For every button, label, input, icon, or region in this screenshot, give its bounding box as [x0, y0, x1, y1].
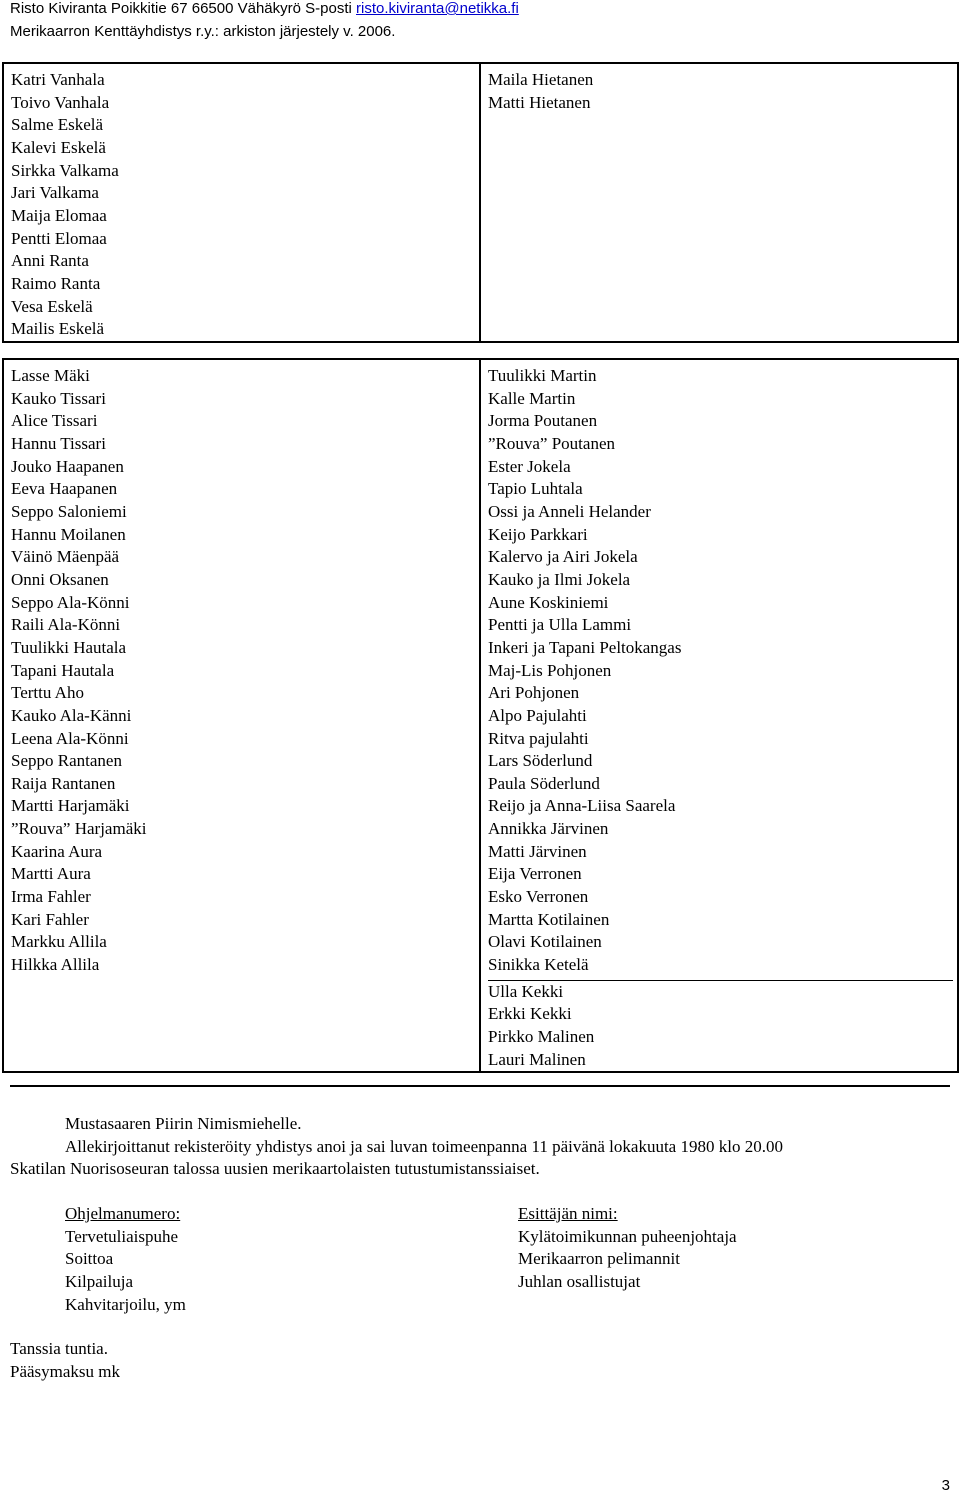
name-entry: Tuulikki Hautala	[11, 637, 127, 657]
name-entry: Keijo Parkkari	[488, 524, 588, 544]
name-entry: Kahvitarjoilu, ym	[65, 1294, 186, 1314]
name-entry: Onni Oksanen	[11, 569, 109, 589]
name-entry: Maila Hietanen	[488, 70, 594, 89]
email-link[interactable]: risto.kiviranta@netikka.fi	[356, 0, 519, 17]
name-entry: Irma Fahler	[11, 887, 91, 907]
name-entry: Raili Ala-Könni	[11, 615, 121, 635]
name-entry: Merikaarron pelimannit	[518, 1249, 680, 1269]
program-items-column	[65, 1203, 186, 1316]
name-entry: Markku Allila	[11, 932, 107, 952]
name-entry: Tapio Luhtala	[488, 479, 583, 499]
performers-column	[518, 1203, 737, 1294]
name-entry: Lars Söderlund	[488, 751, 593, 771]
name-entry: Pentti ja Ulla Lammi	[488, 615, 632, 635]
name-entry: Kylätoimikunnan puheenjohtaja	[518, 1226, 737, 1246]
name-entry: Aune Koskiniemi	[488, 592, 609, 612]
name-entry: Terttu Aho	[11, 683, 84, 703]
name-entry: Annikka Järvinen	[488, 819, 609, 839]
letter-addressee: Mustasaaren Piirin Nimismiehelle.	[65, 1114, 302, 1133]
name-entry: Salme Eskelä	[11, 115, 104, 135]
name-entry: Maija Elomaa	[11, 205, 107, 225]
section-divider	[10, 1085, 950, 1087]
letter-body-line-2: Skatilan Nuorisoseuran talossa uusien merikaartolaisten tutustumistanssiaiset.	[10, 1159, 540, 1178]
name-entry: Matti Järvinen	[488, 841, 587, 861]
names-table-1	[2, 62, 959, 343]
name-entry: Ester Jokela	[488, 456, 571, 476]
name-entry: Tuulikki Martin	[488, 366, 597, 385]
name-entry: Kauko ja Ilmi Jokela	[488, 569, 631, 589]
name-entry: Alice Tissari	[11, 411, 98, 431]
program-items-list	[65, 1226, 186, 1317]
name-entry: Eeva Haapanen	[11, 479, 118, 499]
names-list-t2-left	[11, 365, 473, 977]
name-entry: Ossi ja Anneli Helander	[488, 501, 651, 521]
name-entry: Kalevi Eskelä	[11, 137, 106, 157]
name-entry: Kauko Tissari	[11, 388, 106, 408]
name-entry: Jari Valkama	[11, 183, 99, 203]
name-entry: Seppo Saloniemi	[11, 501, 127, 521]
name-entry: Hilkka Allila	[11, 955, 100, 975]
dance-note: Tanssia tuntia.	[10, 1339, 108, 1358]
name-entry: Kalle Martin	[488, 388, 576, 408]
name-entry: Esko Verronen	[488, 887, 589, 907]
name-entry: Ari Pohjonen	[488, 683, 580, 703]
name-entry: Martta Kotilainen	[488, 909, 610, 929]
name-entry: Sinikka Ketelä	[488, 955, 589, 975]
names-list-t1-left	[11, 69, 473, 341]
name-entry: Raimo Ranta	[11, 273, 101, 293]
header-address-line	[10, 0, 519, 18]
name-entry: Leena Ala-Könni	[11, 728, 129, 748]
performers-heading: Esittäjän nimi:	[518, 1204, 618, 1223]
name-entry: Seppo Rantanen	[11, 751, 122, 771]
name-entry: Kari Fahler	[11, 909, 89, 929]
name-entry: Martti Aura	[11, 864, 91, 884]
name-entry: Jorma Poutanen	[488, 411, 598, 431]
name-entry: Lasse Mäki	[11, 366, 90, 385]
names-table-2-right-cell	[480, 359, 958, 1072]
name-entry: Kauko Ala-Känni	[11, 705, 132, 725]
performers-list	[518, 1226, 737, 1294]
name-entry: Soittoa	[65, 1249, 114, 1269]
names-list-t2-right-after	[488, 981, 951, 1072]
name-entry: ”Rouva” Harjamäki	[11, 819, 147, 839]
name-entry: Eija Verronen	[488, 864, 582, 884]
name-entry: Anni Ranta	[11, 251, 89, 271]
name-entry: Juhlan osallistujat	[518, 1271, 641, 1291]
names-list-t2-right	[488, 365, 951, 977]
name-entry: Martti Harjamäki	[11, 796, 130, 816]
page-number: 3	[941, 1477, 950, 1494]
name-entry: Inkeri ja Tapani Peltokangas	[488, 637, 682, 657]
name-entry: Kilpailuja	[65, 1271, 133, 1291]
name-entry: Jouko Haapanen	[11, 456, 124, 476]
name-entry: Maj-Lis Pohjonen	[488, 660, 612, 680]
name-entry: Ulla Kekki	[488, 981, 564, 1001]
names-table-2	[2, 358, 959, 1073]
names-table-2-left-cell	[3, 359, 480, 1072]
names-table-1-right-cell	[480, 63, 958, 342]
name-entry: Paula Söderlund	[488, 773, 600, 793]
name-entry: Tapani Hautala	[11, 660, 115, 680]
name-entry: Sirkka Valkama	[11, 160, 119, 180]
name-entry: Hannu Moilanen	[11, 524, 126, 544]
header-archive-line: Merikaarron Kenttäyhdistys r.y.: arkiston järjestely v. 2006.	[10, 23, 396, 40]
name-entry: Matti Hietanen	[488, 92, 591, 112]
name-entry: Erkki Kekki	[488, 1004, 572, 1024]
entry-fee-note: Pääsymaksu mk	[10, 1362, 121, 1381]
name-entry: Toivo Vanhala	[11, 92, 110, 112]
name-entry: Olavi Kotilainen	[488, 932, 602, 952]
letter-body-line-1: Allekirjoittanut rekisteröity yhdistys anoi ja sai luvan toimeenpanna 11 päivänä lokakuuta 1980 klo 20.00	[65, 1137, 783, 1156]
name-entry: Tervetuliaispuhe	[65, 1226, 179, 1246]
header-address-text: Risto Kiviranta Poikkitie 67 66500 Vähäkyrö S-posti	[10, 0, 357, 17]
name-entry: Kalervo ja Airi Jokela	[488, 547, 638, 567]
name-entry: ”Rouva” Poutanen	[488, 433, 615, 453]
name-entry: Hannu Tissari	[11, 433, 106, 453]
name-entry: Reijo ja Anna-Liisa Saarela	[488, 796, 676, 816]
name-entry: Väinö Mäenpää	[11, 547, 120, 567]
name-entry: Pentti Elomaa	[11, 228, 107, 248]
name-entry: Katri Vanhala	[11, 70, 105, 89]
name-entry: Pirkko Malinen	[488, 1027, 595, 1047]
name-entry: Kaarina Aura	[11, 841, 103, 861]
name-entry: Lauri Malinen	[488, 1049, 586, 1069]
name-entry: Mailis Eskelä	[11, 319, 105, 339]
name-entry: Alpo Pajulahti	[488, 705, 587, 725]
names-list-t1-right	[488, 69, 951, 114]
names-table-1-left-cell	[3, 63, 480, 342]
name-entry: Vesa Eskelä	[11, 296, 93, 316]
program-items-heading: Ohjelmanumero:	[65, 1204, 181, 1223]
name-entry: Seppo Ala-Könni	[11, 592, 130, 612]
name-entry: Raija Rantanen	[11, 773, 116, 793]
name-entry: Ritva pajulahti	[488, 728, 589, 748]
